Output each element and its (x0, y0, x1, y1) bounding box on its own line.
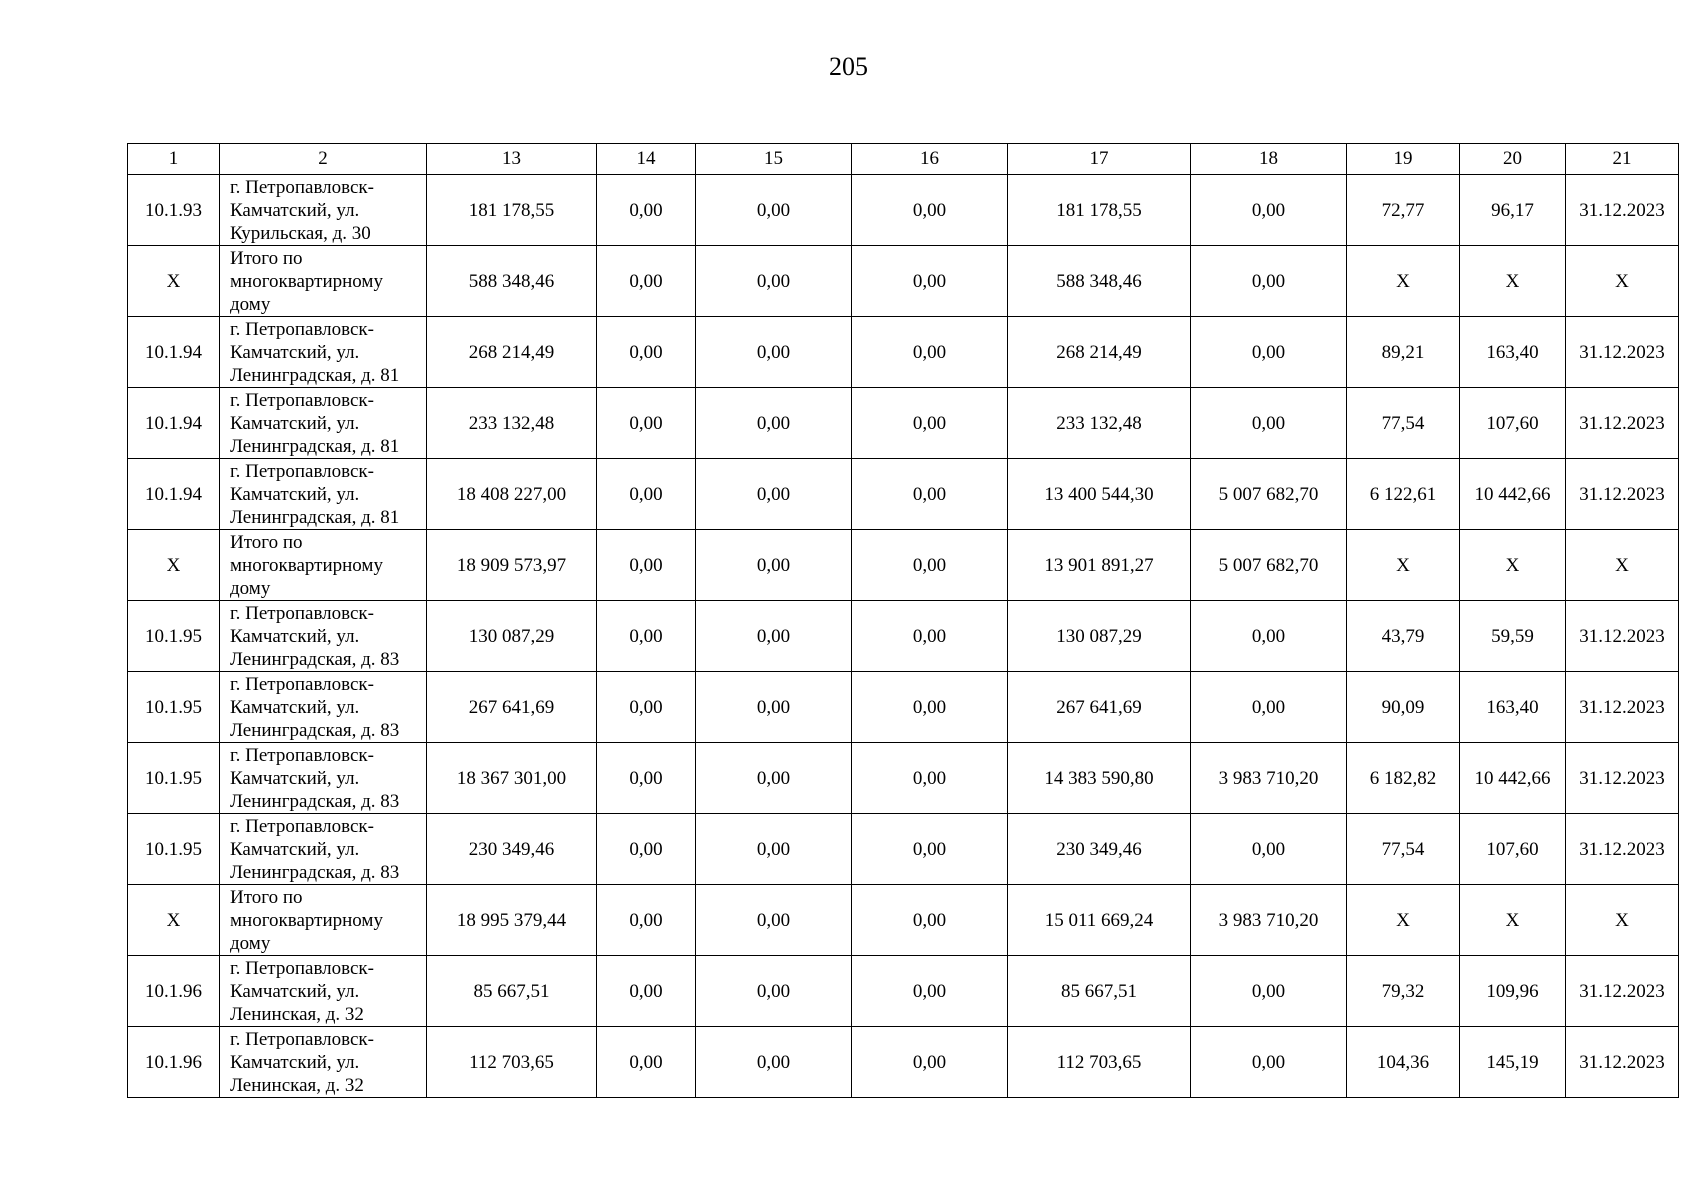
table-cell-col-2: Итого по многоквартирному дому (220, 246, 427, 317)
table-cell-col-2: г. Петропавловск-Камчатский, ул. Ленинградская, д. 83 (220, 672, 427, 743)
table-cell-col-2: Итого по многоквартирному дому (220, 530, 427, 601)
table-cell-col-13: 18 909 573,97 (427, 530, 597, 601)
table-cell-col-17: 268 214,49 (1008, 317, 1191, 388)
table-cell-col-1: 10.1.95 (128, 672, 220, 743)
table-cell-col-17: 267 641,69 (1008, 672, 1191, 743)
table-cell-col-20: 163,40 (1460, 317, 1566, 388)
table-cell-col-16: 0,00 (852, 601, 1008, 672)
table-cell-col-17: 13 901 891,27 (1008, 530, 1191, 601)
table-row (128, 246, 1679, 317)
table-cell-col-14: 0,00 (597, 175, 696, 246)
table-row (128, 530, 1679, 601)
table-cell-col-16: 0,00 (852, 743, 1008, 814)
column-header-21: 21 (1566, 144, 1679, 175)
table-cell-col-20: 145,19 (1460, 1027, 1566, 1098)
table-row (128, 175, 1679, 246)
column-header-15: 15 (696, 144, 852, 175)
table-row (128, 956, 1679, 1027)
table-cell-col-21: X (1566, 246, 1679, 317)
table-cell-col-16: 0,00 (852, 388, 1008, 459)
table-cell-col-1: 10.1.95 (128, 814, 220, 885)
table-cell-col-13: 18 367 301,00 (427, 743, 597, 814)
table-cell-col-14: 0,00 (597, 1027, 696, 1098)
table-cell-col-14: 0,00 (597, 601, 696, 672)
table-cell-col-16: 0,00 (852, 317, 1008, 388)
table-cell-col-20: X (1460, 530, 1566, 601)
table-cell-col-1: 10.1.94 (128, 459, 220, 530)
column-header-1: 1 (128, 144, 220, 175)
table-cell-col-15: 0,00 (696, 175, 852, 246)
table-header (128, 144, 1679, 175)
table-cell-col-16: 0,00 (852, 814, 1008, 885)
table-cell-col-14: 0,00 (597, 743, 696, 814)
table-cell-col-21: 31.12.2023 (1566, 601, 1679, 672)
table-cell-col-2: г. Петропавловск-Камчатский, ул. Ленинградская, д. 83 (220, 743, 427, 814)
table-cell-col-16: 0,00 (852, 672, 1008, 743)
table-cell-col-1: 10.1.96 (128, 956, 220, 1027)
table-cell-col-13: 112 703,65 (427, 1027, 597, 1098)
table-cell-col-2: г. Петропавловск-Камчатский, ул. Ленинградская, д. 81 (220, 388, 427, 459)
table-cell-col-21: 31.12.2023 (1566, 956, 1679, 1027)
table-cell-col-15: 0,00 (696, 885, 852, 956)
table-cell-col-16: 0,00 (852, 530, 1008, 601)
table-cell-col-15: 0,00 (696, 246, 852, 317)
table-cell-col-18: 0,00 (1191, 814, 1347, 885)
table-cell-col-13: 230 349,46 (427, 814, 597, 885)
table-cell-col-17: 85 667,51 (1008, 956, 1191, 1027)
table-cell-col-1: 10.1.95 (128, 743, 220, 814)
table-cell-col-17: 130 087,29 (1008, 601, 1191, 672)
table-cell-col-18: 0,00 (1191, 388, 1347, 459)
column-header-13: 13 (427, 144, 597, 175)
table-cell-col-1: 10.1.94 (128, 388, 220, 459)
table-cell-col-19: 43,79 (1347, 601, 1460, 672)
table-cell-col-21: 31.12.2023 (1566, 459, 1679, 530)
table-cell-col-18: 0,00 (1191, 246, 1347, 317)
table-cell-col-18: 0,00 (1191, 317, 1347, 388)
table-cell-col-20: 107,60 (1460, 814, 1566, 885)
table-cell-col-21: 31.12.2023 (1566, 743, 1679, 814)
page-number: 205 (829, 52, 868, 81)
table-cell-col-16: 0,00 (852, 246, 1008, 317)
table-cell-col-14: 0,00 (597, 246, 696, 317)
table-cell-col-20: 10 442,66 (1460, 743, 1566, 814)
table-cell-col-17: 230 349,46 (1008, 814, 1191, 885)
table-cell-col-13: 130 087,29 (427, 601, 597, 672)
table-cell-col-2: г. Петропавловск-Камчатский, ул. Ленинградская, д. 83 (220, 814, 427, 885)
table-cell-col-19: 89,21 (1347, 317, 1460, 388)
table-cell-col-2: г. Петропавловск-Камчатский, ул. Ленинская, д. 32 (220, 1027, 427, 1098)
table-cell-col-15: 0,00 (696, 459, 852, 530)
table-row (128, 672, 1679, 743)
table-row (128, 743, 1679, 814)
table-cell-col-20: 10 442,66 (1460, 459, 1566, 530)
table-cell-col-15: 0,00 (696, 956, 852, 1027)
table-cell-col-18: 5 007 682,70 (1191, 459, 1347, 530)
column-header-20: 20 (1460, 144, 1566, 175)
column-header-16: 16 (852, 144, 1008, 175)
table-cell-col-2: г. Петропавловск-Камчатский, ул. Ленинская, д. 32 (220, 956, 427, 1027)
table-cell-col-13: 181 178,55 (427, 175, 597, 246)
table-cell-col-17: 588 348,46 (1008, 246, 1191, 317)
table-cell-col-20: 59,59 (1460, 601, 1566, 672)
table-cell-col-1: 10.1.96 (128, 1027, 220, 1098)
table-cell-col-19: 79,32 (1347, 956, 1460, 1027)
table-cell-col-15: 0,00 (696, 601, 852, 672)
table-cell-col-21: 31.12.2023 (1566, 814, 1679, 885)
table-row (128, 1027, 1679, 1098)
table-cell-col-21: X (1566, 885, 1679, 956)
header-row (128, 144, 1679, 175)
table-cell-col-18: 0,00 (1191, 601, 1347, 672)
table-cell-col-18: 0,00 (1191, 956, 1347, 1027)
table-body (128, 175, 1679, 1098)
table-cell-col-14: 0,00 (597, 814, 696, 885)
table-cell-col-15: 0,00 (696, 672, 852, 743)
table-cell-col-19: 6 182,82 (1347, 743, 1460, 814)
column-header-18: 18 (1191, 144, 1347, 175)
table-row (128, 459, 1679, 530)
table-cell-col-18: 3 983 710,20 (1191, 885, 1347, 956)
table-cell-col-1: 10.1.95 (128, 601, 220, 672)
table-row (128, 814, 1679, 885)
table-cell-col-21: 31.12.2023 (1566, 175, 1679, 246)
table-cell-col-17: 112 703,65 (1008, 1027, 1191, 1098)
table-cell-col-18: 5 007 682,70 (1191, 530, 1347, 601)
table-cell-col-15: 0,00 (696, 530, 852, 601)
table-row (128, 388, 1679, 459)
table-cell-col-13: 18 408 227,00 (427, 459, 597, 530)
table-row (128, 601, 1679, 672)
table-cell-col-15: 0,00 (696, 1027, 852, 1098)
table-cell-col-15: 0,00 (696, 814, 852, 885)
column-header-2: 2 (220, 144, 427, 175)
table-cell-col-14: 0,00 (597, 885, 696, 956)
table-cell-col-13: 588 348,46 (427, 246, 597, 317)
table-cell-col-16: 0,00 (852, 956, 1008, 1027)
table-cell-col-20: X (1460, 885, 1566, 956)
table-cell-col-13: 268 214,49 (427, 317, 597, 388)
table-cell-col-14: 0,00 (597, 530, 696, 601)
table-cell-col-1: 10.1.94 (128, 317, 220, 388)
table-cell-col-16: 0,00 (852, 175, 1008, 246)
table-cell-col-21: 31.12.2023 (1566, 1027, 1679, 1098)
table-cell-col-1: 10.1.93 (128, 175, 220, 246)
table-cell-col-17: 14 383 590,80 (1008, 743, 1191, 814)
data-table (127, 143, 1679, 1098)
table-cell-col-13: 233 132,48 (427, 388, 597, 459)
column-header-19: 19 (1347, 144, 1460, 175)
table-cell-col-16: 0,00 (852, 1027, 1008, 1098)
table-cell-col-19: X (1347, 885, 1460, 956)
table-row (128, 317, 1679, 388)
table-cell-col-2: г. Петропавловск-Камчатский, ул. Ленинградская, д. 81 (220, 317, 427, 388)
table-cell-col-15: 0,00 (696, 743, 852, 814)
table-cell-col-17: 15 011 669,24 (1008, 885, 1191, 956)
table-cell-col-20: 107,60 (1460, 388, 1566, 459)
table-cell-col-21: 31.12.2023 (1566, 388, 1679, 459)
table-cell-col-17: 13 400 544,30 (1008, 459, 1191, 530)
table-cell-col-1: X (128, 530, 220, 601)
table-cell-col-14: 0,00 (597, 317, 696, 388)
table-cell-col-2: Итого по многоквартирному дому (220, 885, 427, 956)
table-cell-col-1: X (128, 246, 220, 317)
table-cell-col-1: X (128, 885, 220, 956)
table-cell-col-18: 0,00 (1191, 672, 1347, 743)
table-cell-col-19: 77,54 (1347, 814, 1460, 885)
table-cell-col-21: 31.12.2023 (1566, 672, 1679, 743)
table-cell-col-18: 0,00 (1191, 1027, 1347, 1098)
column-header-17: 17 (1008, 144, 1191, 175)
table-cell-col-14: 0,00 (597, 459, 696, 530)
table-cell-col-18: 3 983 710,20 (1191, 743, 1347, 814)
table-cell-col-20: 96,17 (1460, 175, 1566, 246)
table-cell-col-15: 0,00 (696, 388, 852, 459)
table-cell-col-2: г. Петропавловск-Камчатский, ул. Курильская, д. 30 (220, 175, 427, 246)
table-cell-col-2: г. Петропавловск-Камчатский, ул. Ленинградская, д. 83 (220, 601, 427, 672)
table-cell-col-2: г. Петропавловск-Камчатский, ул. Ленинградская, д. 81 (220, 459, 427, 530)
table-cell-col-21: X (1566, 530, 1679, 601)
table-cell-col-21: 31.12.2023 (1566, 317, 1679, 388)
table-cell-col-17: 233 132,48 (1008, 388, 1191, 459)
table-cell-col-20: X (1460, 246, 1566, 317)
table-cell-col-19: X (1347, 246, 1460, 317)
table-cell-col-15: 0,00 (696, 317, 852, 388)
table-cell-col-14: 0,00 (597, 956, 696, 1027)
table-cell-col-14: 0,00 (597, 388, 696, 459)
table-cell-col-16: 0,00 (852, 459, 1008, 530)
table-cell-col-20: 163,40 (1460, 672, 1566, 743)
table-cell-col-13: 267 641,69 (427, 672, 597, 743)
table-cell-col-19: 90,09 (1347, 672, 1460, 743)
table-cell-col-16: 0,00 (852, 885, 1008, 956)
table-cell-col-17: 181 178,55 (1008, 175, 1191, 246)
table-cell-col-19: 72,77 (1347, 175, 1460, 246)
table-cell-col-19: X (1347, 530, 1460, 601)
column-header-14: 14 (597, 144, 696, 175)
table-cell-col-14: 0,00 (597, 672, 696, 743)
table-cell-col-13: 85 667,51 (427, 956, 597, 1027)
table-cell-col-18: 0,00 (1191, 175, 1347, 246)
table-row (128, 885, 1679, 956)
table-cell-col-13: 18 995 379,44 (427, 885, 597, 956)
table-cell-col-19: 6 122,61 (1347, 459, 1460, 530)
table-cell-col-19: 104,36 (1347, 1027, 1460, 1098)
table-cell-col-19: 77,54 (1347, 388, 1460, 459)
table-cell-col-20: 109,96 (1460, 956, 1566, 1027)
